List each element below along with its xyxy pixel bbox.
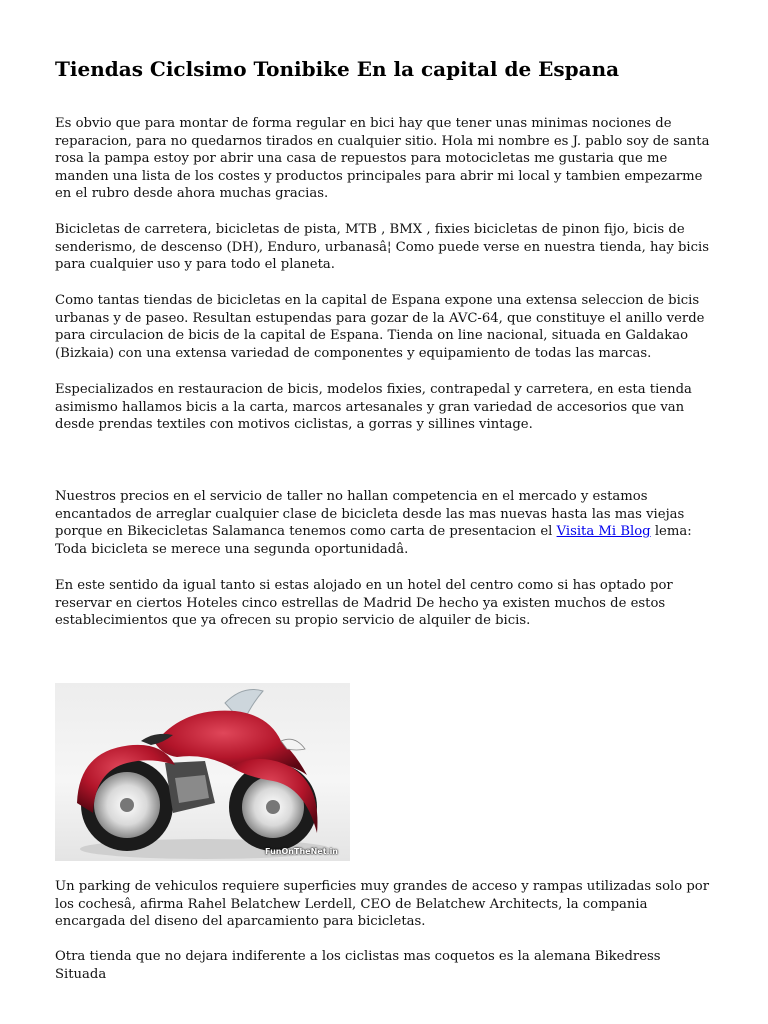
paragraph-bike-types: Bicicletas de carretera, bicicletas de pista, MTB , BMX , fixies bicicletas de pinon fijo, bicis de senderismo, de descenso (DH), Enduro, urbanasâ¦ Como puede verse en nuestra tienda, hay bicis para cualquier uso y para todo el planeta. — [55, 222, 710, 273]
paragraph-capital-shops: Como tantas tiendas de bicicletas en la capital de Espana expone una extensa seleccion de bicis urbanas y de paseo. Resultan estupendas para gozar de la AVC-64, que constituye el anillo verde para circulacion de bicis de la capital de Espana. Tienda on line nacional, situada en Galdakao (Bizkaia) con una extensa variedad de componentes y equipamiento de todas las marcas. — [55, 293, 705, 361]
page-title: Tiendas Ciclsimo Tonibike En la capital de Espana — [55, 57, 620, 81]
paragraph-restoration: Especializados en restauracion de bicis, modelos fixies, contrapedal y carretera, en esta tienda asimismo hallamos bicis a la carta, marcos artesanales y gran variedad de accesorios que van desde prendas textiles con motivos ciclistas, a gorras y sillines vintage. — [55, 382, 692, 433]
motorcycle-illustration — [55, 683, 350, 861]
paragraph-workshop-prices — [55, 488, 715, 558]
paragraph-intro: Es obvio que para montar de forma regular en bici hay que tener unas minimas nociones de reparacion, para no quedarnos tirados en cualquier sitio. Hola mi nombre es J. pablo soy de santa rosa la pampa estoy por abrir una casa de repuestos para motocicletas me gustaria que me manden una lista de los costes y productos principales para abrir mi local y tambien empezarme en el rubro desde ahora muchas gracias. — [55, 116, 710, 202]
blog-link[interactable]: Visita Mi Blog — [556, 524, 651, 540]
paragraph-bikedress: Otra tienda que no dejara indiferente a los ciclistas mas coquetos es la alemana Bikedress Situada — [55, 949, 661, 982]
paragraph-text: Nuestros precios en el servicio de taller no hallan competencia en el mercado y estamos encantados de arreglar cualquier clase de bicicleta desde las mas nuevas hasta las mas viejas porque en Bikecicletas Salamanca tenemos como carta de presentacion el — [55, 489, 685, 540]
paragraph-hotels: En este sentido da igual tanto si estas alojado en un hotel del centro como si has optado por reservar en ciertos Hoteles cinco estrellas de Madrid De hecho ya existen muchos de estos establecimientos que ya ofrecen su propio servicio de alquiler de bicis. — [55, 578, 673, 629]
motorcycle-image — [55, 683, 350, 861]
paragraph-parking: Un parking de vehiculos requiere superficies muy grandes de acceso y rampas utilizadas solo por los cochesâ, afirma Rahel Belatchew Lerdell, CEO de Belatchew Architects, la compania encargada del diseno del aparcamiento para bicicletas. — [55, 879, 710, 930]
image-watermark: FunOnTheNet.in — [265, 847, 338, 856]
paragraph-text: lema: Toda bicicleta se merece una segunda oportunidadâ. — [55, 524, 692, 557]
